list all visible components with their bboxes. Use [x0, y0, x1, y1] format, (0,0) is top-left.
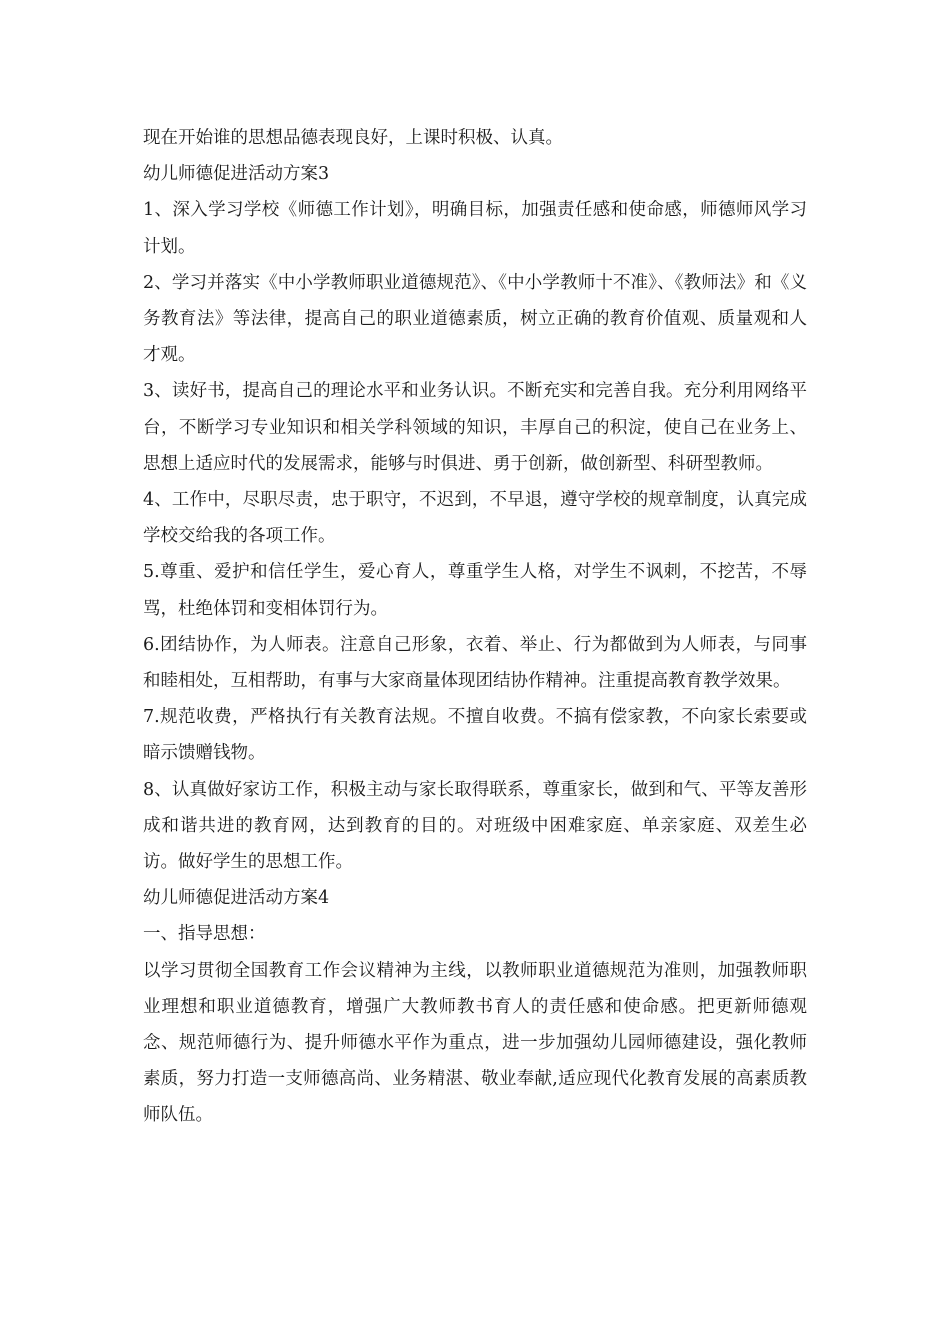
section-heading-plan-3: 幼儿师德促进活动方案3 [143, 164, 330, 185]
paragraph-guiding-ideology-body: 以学习贯彻全国教育工作会议精神为主线，以教师职业道德规范为准则，加强教师职业理想和职业道德教育，增强广大教师教书育人的责任感和使命感。把更新师德观念、规范师德行为、提升师德水平作为重点，进一步加强幼儿园师德建设，强化教师素质，努力打造一支师德高尚、业务精湛、敬业奉献,适应现代化教育发展的高素质教师队伍。 [143, 960, 807, 1126]
document-body [143, 120, 807, 1134]
paragraph-item-2: 2、学习并落实《中小学教师职业道德规范》、《中小学教师十不准》、《教师法》和《义务教育法》等法律，提高自己的职业道德素质，树立正确的教育价值观、质量观和人才观。 [143, 272, 807, 366]
paragraph-item-7: 7.规范收费，严格执行有关教育法规。不擅自收费。不搞有偿家教，不向家长索要或暗示馈赠钱物。 [143, 707, 807, 764]
paragraph-item-5: 5.尊重、爱护和信任学生，爱心育人，尊重学生人格，对学生不讽刺，不挖苦，不辱骂，杜绝体罚和变相体罚行为。 [143, 562, 807, 619]
section-heading-plan-4: 幼儿师德促进活动方案4 [143, 888, 330, 909]
paragraph-intro-line: 现在开始谁的思想品德表现良好，上课时积极、认真。 [143, 128, 563, 148]
paragraph-item-6: 6.团结协作，为人师表。注意自己形象，衣着、举止、行为都做到为人师表，与同事和睦相处，互相帮助，有事与大家商量体现团结协作精神。注重提高教育教学效果。 [143, 634, 807, 692]
paragraph-item-4: 4、工作中，尽职尽责，忠于职守，不迟到，不早退，遵守学校的规章制度，认真完成学校交给我的各项工作。 [143, 490, 807, 547]
paragraph-item-8: 8、认真做好家访工作，积极主动与家长取得联系，尊重家长，做到和气、平等友善形成和谐共进的教育网，达到教育的目的。对班级中困难家庭、单亲家庭、双差生必访。做好学生的思想工作。 [143, 779, 807, 873]
paragraph-item-1: 1、深入学习学校《师德工作计划》，明确目标，加强责任感和使命感，师德师风学习计划。 [143, 200, 807, 257]
subheading-guiding-ideology: 一、指导思想： [143, 924, 266, 945]
paragraph-item-3: 3、读好书，提高自己的理论水平和业务认识。不断充实和完善自我。充分利用网络平台，不断学习专业知识和相关学科领域的知识，丰厚自己的积淀，使自己在业务上、思想上适应时代的发展需求，能够与时俱进、勇于创新，做创新型、科研型教师。 [143, 381, 807, 474]
